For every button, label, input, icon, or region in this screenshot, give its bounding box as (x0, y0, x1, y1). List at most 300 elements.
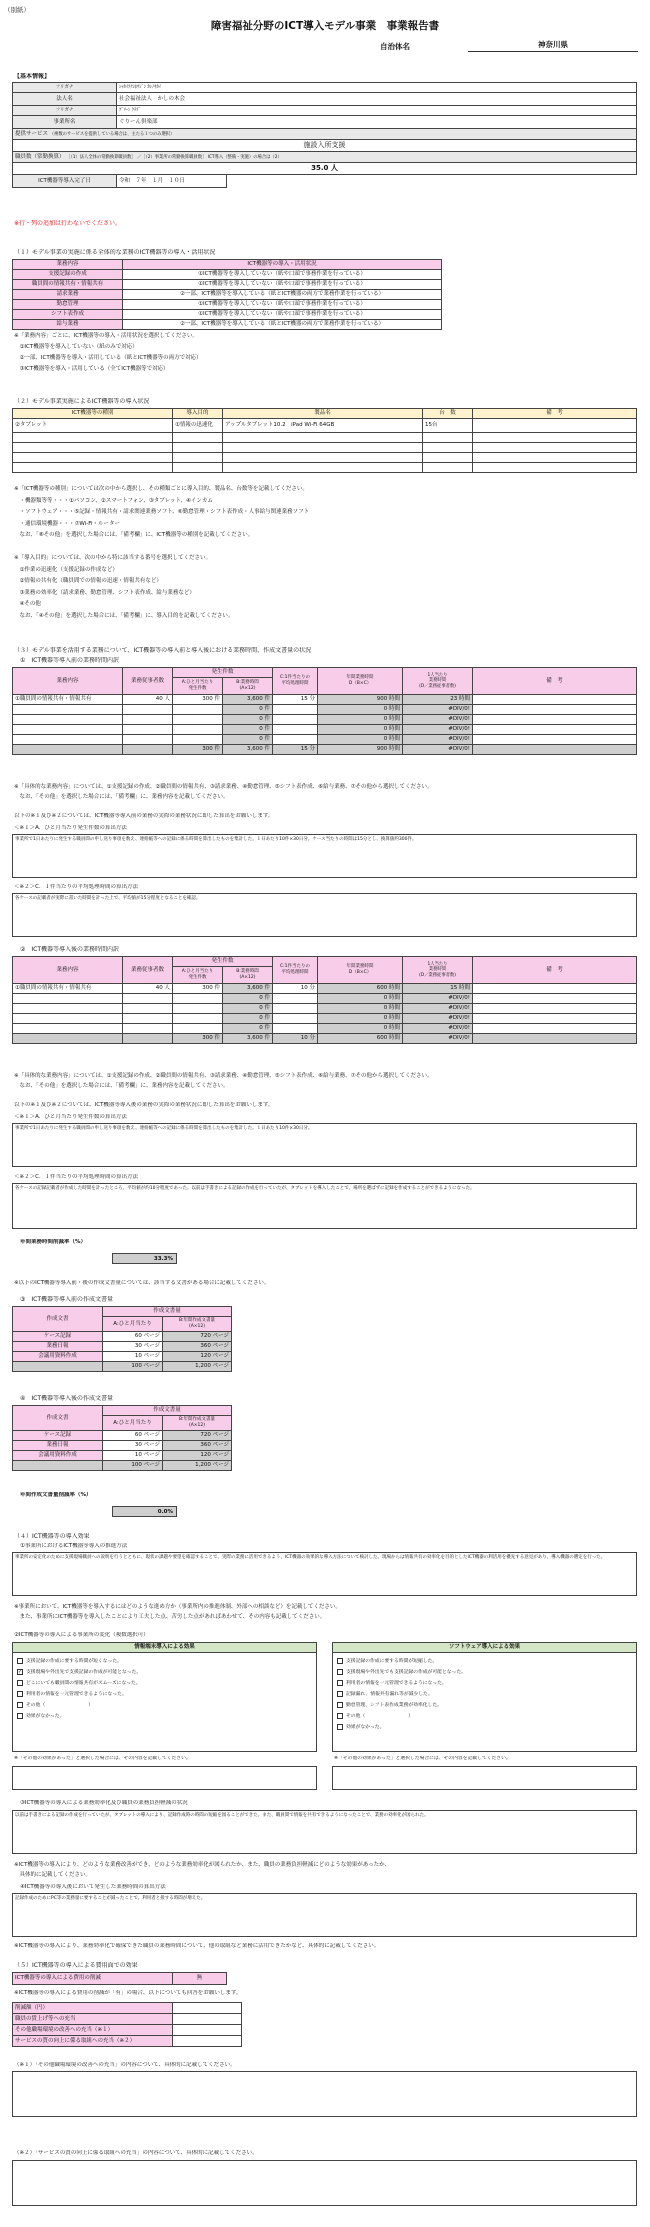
s3-note: ※「具体的な業務内容」については、①支援記録の作成、②職員間の情報共有、③請求業務、④勤怠管理、⑤シフト表作成、⑥給与業務、⑦その他から選択してください。 (14, 784, 433, 790)
s3b-cell[interactable]: 15 分 (273, 695, 318, 705)
doc-before-cell: 120 ページ (163, 1352, 232, 1362)
s2-title: （２）モデル事業実施によるICT機器等の導入状況 (14, 398, 150, 405)
checkbox-checked-icon[interactable]: ✓ (18, 1668, 23, 1675)
s2-notes (14, 484, 309, 622)
s2-cell[interactable] (13, 463, 173, 473)
s1-note: ②一部、ICT機器等を導入・活用している（紙とICT機器等の両方で対応） (14, 355, 202, 361)
s3-head: B:業務時間 (A×12) (223, 678, 273, 695)
s3-before-calc2-label: ＜※２＞C．１件当たりの平均処理時間の算出方法 (14, 884, 138, 890)
effect-text: どこにいても職員間の情報共有がスムーズになった。 (26, 1681, 141, 1686)
s2-cell[interactable] (223, 433, 423, 443)
staff-label: 職員数（常勤換算） (15, 153, 65, 160)
s3b-cell[interactable] (13, 735, 123, 745)
doc-head: B:年間作成文書量 (A×12) (163, 1317, 232, 1332)
date-value: 令和 ７年 １月 １０日 (117, 175, 227, 188)
s3-before-calc1-label: ＜※１＞A．ひと月当たり発生件数の算出方法 (14, 825, 127, 831)
s4-q4-text[interactable]: 記録作成のためにPC等の業務量に要することが減ったことで、利用者と接する時間が増えた。 (12, 1893, 637, 1937)
s3b-cell[interactable] (273, 725, 318, 735)
effect-check-row[interactable] (17, 1689, 312, 1700)
doc-before-cell[interactable]: 10 ページ (103, 1352, 163, 1362)
s3a-cell[interactable] (13, 1014, 123, 1024)
service-label-row (13, 129, 637, 140)
service-note: （複数のサービスを提供している場合は、主たる１つのみ選択） (49, 131, 175, 137)
s3a-cell[interactable]: 300 件 (173, 984, 223, 994)
s4-q3-notes (14, 1860, 390, 1880)
s3-after-calc-intro: 以下の※１及び※２については、ICT機器等導入後の業務の実際の業務状況に即した算出をお願いします。 (14, 1102, 274, 1108)
s3a-total (13, 1034, 123, 1044)
s3a-cell[interactable] (173, 1014, 223, 1024)
doc-after-subtitle: ④ ICT機器等導入後の作成文書量 (20, 1395, 114, 1402)
s2-note: ①作業の迅速化（支援記録の作成など） (14, 566, 118, 573)
s3a-cell[interactable] (473, 1004, 637, 1014)
s3b-cell: 0 件 (223, 705, 273, 715)
checkbox-icon[interactable] (337, 1713, 343, 1719)
s3b-cell: #DIV/0! (403, 715, 473, 725)
s3a-total (473, 1034, 637, 1044)
doc-head: A:ひと月当たり (103, 1416, 163, 1431)
s3b-cell[interactable] (273, 735, 318, 745)
s2-head: 台 数 (423, 409, 473, 419)
s2-note: ③業務の効率化（請求業務、勤怠管理、シフト表作成、給与業務など） (14, 589, 195, 596)
effect-text: その他（ ） (26, 1703, 94, 1708)
effect-text: 効果がなかった。 (26, 1714, 65, 1719)
s3-group-head: 発生件数 (173, 957, 273, 967)
s3a-cell[interactable] (473, 994, 637, 1004)
s2-cell[interactable] (223, 463, 423, 473)
s3a-cell[interactable] (173, 1024, 223, 1034)
s4-effects-right (332, 1642, 637, 1752)
s3a-cell[interactable] (123, 1024, 173, 1034)
s3-head: 備 考 (473, 668, 637, 695)
doc-after-cell: 120 ページ (163, 1451, 232, 1461)
s3a-cell[interactable] (13, 1004, 123, 1014)
s5-title: （５）ICT機器等の導入による費用面での効果 (14, 1962, 138, 1969)
s3a-cell[interactable]: ①職員間の情報共有・情報共有 (13, 984, 123, 994)
s2-note: なお、「⑧その他」を選択した場合には、「備考欄」に、ICT機器等の種別を記載してください。 (14, 532, 254, 538)
s1-task: 給与業務 (13, 320, 123, 330)
s3b-cell: 0 件 (223, 735, 273, 745)
s2-cell[interactable] (173, 463, 223, 473)
s3b-total: #DIV/0! (403, 745, 473, 755)
s2-note: ・機器類等等・・・①パソコン、②スマートフォン、③タブレット、④インカム (14, 497, 213, 504)
s4-note: 具体的に記載してください。 (14, 1872, 92, 1878)
s2-cell[interactable] (173, 453, 223, 463)
s3b-cell[interactable] (173, 705, 223, 715)
s2-note: ※「ICT機器等の種別」については次の中から選択し、その種類ごとに導入目的、製品名、台数等を記載してください。 (14, 486, 308, 492)
staff-value: 35.0 人 (13, 163, 637, 175)
s3a-cell[interactable]: 40 人 (123, 984, 173, 994)
s4-q1: ①事業所におけるICT機器等導入の推進方法 (20, 1543, 128, 1549)
s5-detail-2-input[interactable] (12, 2160, 637, 2206)
s3-head: 1人当たり 業務時間 (D／業務従事者数) (403, 957, 473, 984)
s2-note: なお、「④その他」を選択した場合には、「備考欄」に、導入目的を記載してください。 (14, 612, 234, 619)
s3a-cell[interactable] (273, 994, 318, 1004)
s1-status-select[interactable]: ②一部、ICT機器等を導入している（紙とICT機器の両方で業務作業を行っている） (123, 320, 442, 330)
s2-note: ・通信環境機器・・・⑦Wi-Fi・ルーター (14, 520, 121, 527)
s4-note: また、事業所にICT機器等を導入したことにより工夫した点、苦労した点があればあわせて、その内容も記載してください。 (14, 1614, 326, 1620)
doc-head: 作成文書 (13, 1307, 103, 1332)
s3a-cell: 0 時間 (318, 1024, 403, 1034)
doc-after-cell[interactable]: 30 ページ (103, 1441, 163, 1451)
s4-left-head: 情報端末導入による効果 (13, 1643, 316, 1653)
s2-cell[interactable] (473, 453, 637, 463)
s3b-cell[interactable]: 40 人 (123, 695, 173, 705)
checkbox-icon[interactable] (17, 1680, 23, 1686)
s5-item-input[interactable] (173, 2036, 242, 2047)
effect-check-row[interactable] (337, 1711, 632, 1722)
corp-kana: ｼｬｶｲﾌｸｼﾎｳｼﾞﾝ ｶｼﾉｷｶｲ (117, 83, 637, 93)
corp-name-value: 社会福祉法人 かしの木会 (117, 93, 637, 106)
s3b-cell[interactable] (473, 705, 637, 715)
s3-before-table (12, 667, 637, 755)
s2-cell[interactable]: アップルタブレット10.2 iPad Wi-Fi 64GB (223, 419, 423, 433)
s2-cell[interactable] (13, 433, 173, 443)
doc-after-cell[interactable]: 10 ページ (103, 1451, 163, 1461)
doc-after-cell[interactable]: 60 ページ (103, 1431, 163, 1441)
s1-note: ※「業務内容」ごとに、ICT機器等の導入・活用状況を選択してください。 (14, 333, 198, 339)
s3a-cell[interactable] (273, 1004, 318, 1014)
doc-reduction-value: 0.0% (112, 1506, 177, 1517)
s3-head: 備 考 (473, 957, 637, 984)
checkbox-icon[interactable] (17, 1702, 23, 1708)
doc-before-cell: ケース記録 (13, 1332, 103, 1342)
s3-title: （３）モデル事業を活用する業務について、ICT機器等の導入前と導入後における業務時間、作成文書量の状況 (14, 647, 312, 654)
effect-text: 勤怠管理、シフト表作成業務が効率化した。 (346, 1703, 442, 1708)
s3b-cell[interactable] (13, 705, 123, 715)
effect-text: 支援現場や外出先でも支援記録の作成が可能となった。 (346, 1670, 466, 1675)
effect-check-row[interactable] (337, 1656, 632, 1667)
s4-title: （４）ICT機器等の導入効果 (14, 1533, 90, 1540)
s2-cell[interactable] (173, 433, 223, 443)
s3a-cell[interactable] (473, 1014, 637, 1024)
s3b-cell: 0 件 (223, 715, 273, 725)
s2-note: ・ソフトウェア・・・⑤記録・情報共有・請求関連業務ソフト、⑥勤怠管理・シフト表作成・人事給与関連業務ソフト (14, 509, 310, 515)
doc-head: B:年間作成文書量 (A×12) (163, 1416, 232, 1431)
s1-note: ①ICT機器等を導入していない（紙のみで対応） (14, 344, 138, 350)
doc-before-cell: 会議用資料作成 (13, 1352, 103, 1362)
effect-text: 利用者の情報を一元管理できるようになった。 (346, 1681, 447, 1686)
s2-cell[interactable] (223, 453, 423, 463)
s3-after-notes (14, 1071, 433, 1091)
s5-note-2: （※２）「サービスの質の向上に係る取組への充当」の内容について、具体的に記載してください。 (14, 2150, 258, 2156)
s3a-cell: #DIV/0! (403, 1004, 473, 1014)
s5-item-label: その他職場環境の改善への充当（※１） (13, 2025, 173, 2036)
s3a-cell: 15 時間 (403, 984, 473, 994)
doc-before-total: 1,200 ページ (163, 1362, 232, 1372)
s1-status-select[interactable]: ①ICT機器等を導入していない（紙や口頭で事務作業を行っている） (123, 310, 442, 320)
s2-cell[interactable] (13, 443, 173, 453)
cost-reduction-select[interactable]: 無 (173, 1973, 227, 1985)
effect-text: 支援記録の作成に要する時間が短くなった。 (26, 1659, 122, 1664)
doc-before-table (12, 1306, 232, 1372)
doc-before-subtitle: ③ ICT機器等導入前の作成文書量 (20, 1296, 114, 1303)
s3-head: A:ひと月当たり 発生件数 (173, 967, 223, 984)
s5-item-label: 削減額（円） (13, 2003, 173, 2014)
time-reduction-value: 33.3% (112, 1253, 177, 1264)
doc-after-cell: 720 ページ (163, 1431, 232, 1441)
s3a-total: #DIV/0! (403, 1034, 473, 1044)
s3a-cell: 0 件 (223, 1024, 273, 1034)
doc-head: 作成文書 (13, 1406, 103, 1431)
effect-check-row[interactable] (337, 1678, 632, 1689)
s3a-cell[interactable] (123, 1004, 173, 1014)
staff-label-row (13, 152, 637, 163)
s3-after-calc2-text[interactable]: 各ケースの記録記載者が作成した時間を計ったところ、平均値が約10分程度であった。以前は手書きによる記録の作成を行っていたが、タブレットを導入したことで、場所を選ばずに記録を作成することができるようになった。 (12, 1183, 637, 1229)
service-label: 提供サービス (15, 130, 49, 137)
s3-after-subtitle: ② ICT機器等導入後の業務時間内訳 (20, 946, 120, 953)
s3-head: 業務従事者数 (123, 957, 173, 984)
s2-cell[interactable] (473, 433, 637, 443)
checkbox-icon[interactable] (337, 1680, 343, 1686)
doc-after-total (13, 1461, 103, 1471)
s3-head: 業務内容 (13, 957, 123, 984)
s2-cell[interactable] (173, 443, 223, 453)
effect-text: 効果がなかった。 (346, 1725, 385, 1730)
s3b-cell[interactable] (173, 725, 223, 735)
s4-q1-text[interactable]: 事業所の安定化のために支援現場職員への説明を行うとともに、現状の課題や要望を確認することで、実際の業務に活用できるよう、ICT機器の効果的な導入方法について検討した。現場からは情報共有の効率化を目的としたICT機器の利活用を優先する意見があり、導入機器の選定を行った。 (12, 1552, 637, 1596)
s4-right-head: ソフトウェア導入による効果 (333, 1643, 636, 1653)
s2-note: ④その他 (14, 601, 41, 607)
cost-reduction-label: ICT機器等の導入による費用の削減 (13, 1973, 173, 1985)
checkbox-icon[interactable] (337, 1691, 343, 1697)
s1-task: 勤怠管理 (13, 300, 123, 310)
s3b-cell[interactable] (273, 715, 318, 725)
s3b-cell[interactable] (473, 695, 637, 705)
s3a-cell: 0 件 (223, 1014, 273, 1024)
doc-before-cell: 業務日報 (13, 1342, 103, 1352)
effect-check-row[interactable] (337, 1689, 632, 1700)
s4-effects-left (12, 1642, 317, 1752)
s2-cell[interactable] (223, 443, 423, 453)
s3a-cell: #DIV/0! (403, 994, 473, 1004)
s3b-total: 300 件 (173, 745, 223, 755)
s2-note: ※「導入目的」については、次の中から特に該当する番号を選択してください。 (14, 555, 212, 561)
effect-check-row[interactable] (337, 1667, 632, 1678)
doc-before-cell[interactable]: 30 ページ (103, 1342, 163, 1352)
effect-check-row[interactable] (337, 1722, 632, 1733)
s3a-cell[interactable] (473, 1024, 637, 1034)
s2-head: 製品名 (223, 409, 423, 419)
s5-detail-1-input[interactable] (12, 2071, 637, 2117)
s3-note: なお、「その他」を選択した場合には、「備考欄」に、業務内容を記載してください。 (14, 794, 229, 800)
checkbox-icon[interactable] (17, 1713, 23, 1719)
doc-after-cell: ケース記録 (13, 1431, 103, 1441)
s3b-cell[interactable] (123, 705, 173, 715)
s1-notes (14, 331, 202, 375)
s3-head: 年間業務時間 D（B×C） (318, 668, 403, 695)
s4-q3-text[interactable]: 以前は手書きによる記録の作成を行っていたが、タブレットの導入により、記録作成時の時間の短縮を図ることができた。また、職員間で情報を共有できるようになったことで、業務の効率化が図られた。 (12, 1810, 637, 1854)
s3a-cell: 3,600 件 (223, 984, 273, 994)
s3-head: C:1件当たりの 平均処理時間 (273, 957, 318, 984)
s3-before-subtitle: ① ICT機器等導入前の業務時間内訳 (20, 657, 120, 664)
effect-text: 支援現場や外出先で支援記録の作成が可能となった。 (26, 1670, 142, 1675)
s3a-total: 3,600 件 (223, 1034, 273, 1044)
s3a-cell[interactable]: 10 分 (273, 984, 318, 994)
effect-check-row[interactable] (17, 1711, 312, 1722)
s3b-total (123, 745, 173, 755)
s2-cell[interactable] (473, 419, 637, 433)
s1-status-select[interactable]: ①ICT機器等を導入していない（紙や口頭で事務作業を行っている） (123, 280, 442, 290)
s3b-cell: 900 時間 (318, 695, 403, 705)
s3-note: なお、「その他」を選択した場合には、「備考欄」に、業務内容を記載してください。 (14, 1083, 229, 1089)
s3a-cell[interactable] (173, 994, 223, 1004)
s2-cell[interactable] (473, 463, 637, 473)
s3b-cell[interactable]: 300 件 (173, 695, 223, 705)
office-kana: ｸﾞﾘｰﾝ ｸﾗﾌﾞ (117, 106, 637, 116)
corp-name-label: 法人名 (13, 93, 117, 106)
s4-left-other-input[interactable] (12, 1766, 317, 1790)
s3-head: B:業務時間 (A×12) (223, 967, 273, 984)
s3b-cell[interactable] (13, 715, 123, 725)
checkbox-icon[interactable] (17, 1691, 23, 1697)
s2-note (14, 542, 309, 554)
s2-cell[interactable] (13, 453, 173, 463)
effect-text: 利用者の情報を一元管理できるようになった。 (26, 1692, 127, 1697)
effect-text: 支援記録の作成に要する時間が短縮した。 (346, 1659, 438, 1664)
s5-item-input[interactable] (173, 2014, 242, 2025)
doc-group-head: 作成文書量 (103, 1307, 232, 1317)
jurisdiction-label: 自治体名 (380, 42, 410, 51)
s2-head: 備 考 (473, 409, 637, 419)
checkbox-icon[interactable] (337, 1724, 343, 1730)
s3-head: A:ひと月当たり 発生件数 (173, 678, 223, 695)
s3a-cell: 0 時間 (318, 1004, 403, 1014)
checkbox-icon[interactable] (337, 1658, 343, 1664)
s3a-cell[interactable] (13, 1024, 123, 1034)
s5-item-label: サービスの質の向上に係る取組への充当（※２） (13, 2036, 173, 2047)
s2-cell[interactable] (423, 443, 473, 453)
s1-status-select[interactable]: ②一部、ICT機器等を導入している（紙とICT機器の両方で業務作業を行っている） (123, 290, 442, 300)
jurisdiction-value: 神奈川県 (468, 40, 638, 52)
s3b-cell[interactable] (123, 725, 173, 735)
s1-status-select[interactable]: ①ICT機器等を導入していない（紙や口頭で事務作業を行っている） (123, 270, 442, 280)
s3a-total: 600 時間 (318, 1034, 403, 1044)
doc-before-cell: 720 ページ (163, 1332, 232, 1342)
page-title: 障害福祉分野のICT導入モデル事業 事業報告書 (210, 20, 440, 32)
effect-check-row[interactable] (337, 1700, 632, 1711)
s3b-cell: 0 時間 (318, 725, 403, 735)
s2-head: ICT機器等の種別 (13, 409, 173, 419)
s3a-cell[interactable] (173, 1004, 223, 1014)
basic-info-header: 【基本情報】 (14, 73, 51, 80)
s3b-cell[interactable] (123, 735, 173, 745)
s3-after-table (12, 956, 637, 1044)
s3-before-calc2-text[interactable]: 各ケースの記載者が実際に書いた時間を計った上で、平均値が15分程度となることを確認。 (12, 893, 637, 937)
s4-left-note: ※「その他の効果があった」と選択した場合には、その内容を記載してください。 (14, 1756, 191, 1761)
doc-after-total: 100 ページ (103, 1461, 163, 1471)
effect-check-row[interactable] (17, 1656, 312, 1667)
office-name-label: 事業所名 (13, 116, 117, 129)
s2-cell[interactable]: ②タブレット (13, 419, 173, 433)
s1-head-status: ICT機器等の導入・活用状況 (123, 260, 442, 270)
s3a-cell[interactable] (273, 1014, 318, 1024)
doc-after-cell: 360 ページ (163, 1441, 232, 1451)
s3b-cell: 0 時間 (318, 705, 403, 715)
s2-cell[interactable] (423, 463, 473, 473)
s3a-cell: #DIV/0! (403, 1024, 473, 1034)
effect-check-row[interactable] (17, 1678, 312, 1689)
s3b-cell[interactable] (473, 715, 637, 725)
doc-before-cell[interactable]: 60 ページ (103, 1332, 163, 1342)
s2-cell[interactable] (423, 453, 473, 463)
doc-reduction-label: 年間作成文書量削減率（%） (20, 1492, 92, 1498)
s5-item-input[interactable] (173, 2003, 242, 2014)
s3-after-calc2-label: ＜※２＞C．１件当たりの平均処理時間の算出方法 (14, 1174, 138, 1180)
s3b-cell[interactable] (273, 705, 318, 715)
s3a-total: 300 件 (173, 1034, 223, 1044)
s3-head: 年間業務時間 D（B×C） (318, 957, 403, 984)
s4-q4-note: ※ICT機器等の導入により、業務効率化で確保できた職員の業務時間について、他の取組など業務に活用できたかなど、具体的に記載してください。 (14, 1943, 380, 1949)
s3a-cell: 0 件 (223, 994, 273, 1004)
s1-status-select[interactable]: ①ICT機器等を導入していない（紙や口頭で事務作業を行っている） (123, 300, 442, 310)
checkbox-icon[interactable] (337, 1702, 343, 1708)
staff-note: ［（1）法人全体の常勤換算職員数］ ／［（2）事業所の常勤換算職員数］ ICT導入（整備・実施）の場合は（2） (66, 154, 282, 160)
s5-cost-table (12, 1972, 227, 1985)
s3b-cell: 0 件 (223, 725, 273, 735)
s3b-cell[interactable] (13, 725, 123, 735)
s3b-total (13, 745, 123, 755)
corner-label: （別紙） (4, 6, 30, 14)
s3a-cell[interactable] (123, 1014, 173, 1024)
s1-task: 請求業務 (13, 290, 123, 300)
s4-note: ※事業所において、ICT機器等を導入するにはどのような進め方か（事業所内の推進体制、外部への相談など）を記載してください。 (14, 1604, 341, 1610)
s3b-cell[interactable] (123, 715, 173, 725)
checkbox-icon[interactable] (17, 1658, 23, 1664)
s3a-cell[interactable] (473, 984, 637, 994)
s3-after-calc1-label: ＜※１＞A．ひと月当たり発生件数の算出方法 (14, 1114, 127, 1120)
s5-note-1: （※１）「その他職場環境の改善への充当」の内容について、具体的に記載してください。 (14, 2062, 236, 2068)
s5-items-table (12, 2002, 242, 2047)
checkbox-icon[interactable] (337, 1669, 343, 1675)
s3-before-notes (14, 782, 433, 802)
s2-cell[interactable] (423, 433, 473, 443)
s3b-cell: #DIV/0! (403, 735, 473, 745)
s3b-cell[interactable] (473, 735, 637, 745)
s3b-total: 900 時間 (318, 745, 403, 755)
s3-head: 業務内容 (13, 668, 123, 695)
s3a-cell[interactable] (123, 994, 173, 1004)
s4-right-other-input[interactable] (332, 1766, 637, 1790)
s3b-cell: #DIV/0! (403, 725, 473, 735)
s3a-cell: #DIV/0! (403, 1014, 473, 1024)
s3a-cell[interactable] (13, 994, 123, 1004)
s3b-cell[interactable] (473, 725, 637, 735)
s3-before-calc1-text[interactable]: 事業所で1日あたりに発生する職員間の申し送り事項を数え、連絡帳等への記録に係る時間を算出したものを集計した。１日あたり10件×30日分。ケース当たりの時間は15分とし、換算値約300件。 (12, 834, 637, 878)
s3-head: 業務従事者数 (123, 668, 173, 695)
effect-check-row[interactable] (17, 1667, 312, 1678)
s2-cell[interactable] (473, 443, 637, 453)
s3a-cell[interactable] (273, 1024, 318, 1034)
s3b-total: 15 分 (273, 745, 318, 755)
s3b-cell[interactable] (173, 715, 223, 725)
s4-q2: ②ICT機器等の導入による事業所の変化（複数選択可） (14, 1632, 149, 1638)
s5-item-input[interactable] (173, 2025, 242, 2036)
s3b-cell: 0 時間 (318, 715, 403, 725)
s4-right-note: ※「その他の効果があった」と選択した場合には、その内容を記載してください。 (334, 1756, 511, 1761)
s2-cell[interactable]: ①情報の迅速化 (173, 419, 223, 433)
s4-q3: ③ICT機器等の導入による業務効率化及び職員の業務負担軽減の状況 (20, 1800, 188, 1806)
no-add-rows-note: ※行・列の追加は行わないでください。 (14, 220, 122, 227)
s3-after-calc1-text[interactable]: 事業所で1日あたりに発生する職員間の申し送り事項を数え、連絡帳等への記録に係る時間を算出したものを集計した。１日あたり10件×30日分。 (12, 1123, 637, 1167)
s3b-cell[interactable] (173, 735, 223, 745)
effect-check-row[interactable] (17, 1700, 312, 1711)
s3-group-head: 発生件数 (173, 668, 273, 678)
s3a-total (123, 1034, 173, 1044)
s3b-cell[interactable]: ①職員間の情報共有・情報共有 (13, 695, 123, 705)
s2-note: ②情報の共有化（職員間での情報の迅速・情報共有など） (14, 578, 162, 584)
doc-note: ※以下のICT機器等導入前・後の作成文書量については、該当する文書がある場合に記載してください。 (14, 1280, 270, 1286)
s2-cell[interactable]: 15台 (423, 419, 473, 433)
